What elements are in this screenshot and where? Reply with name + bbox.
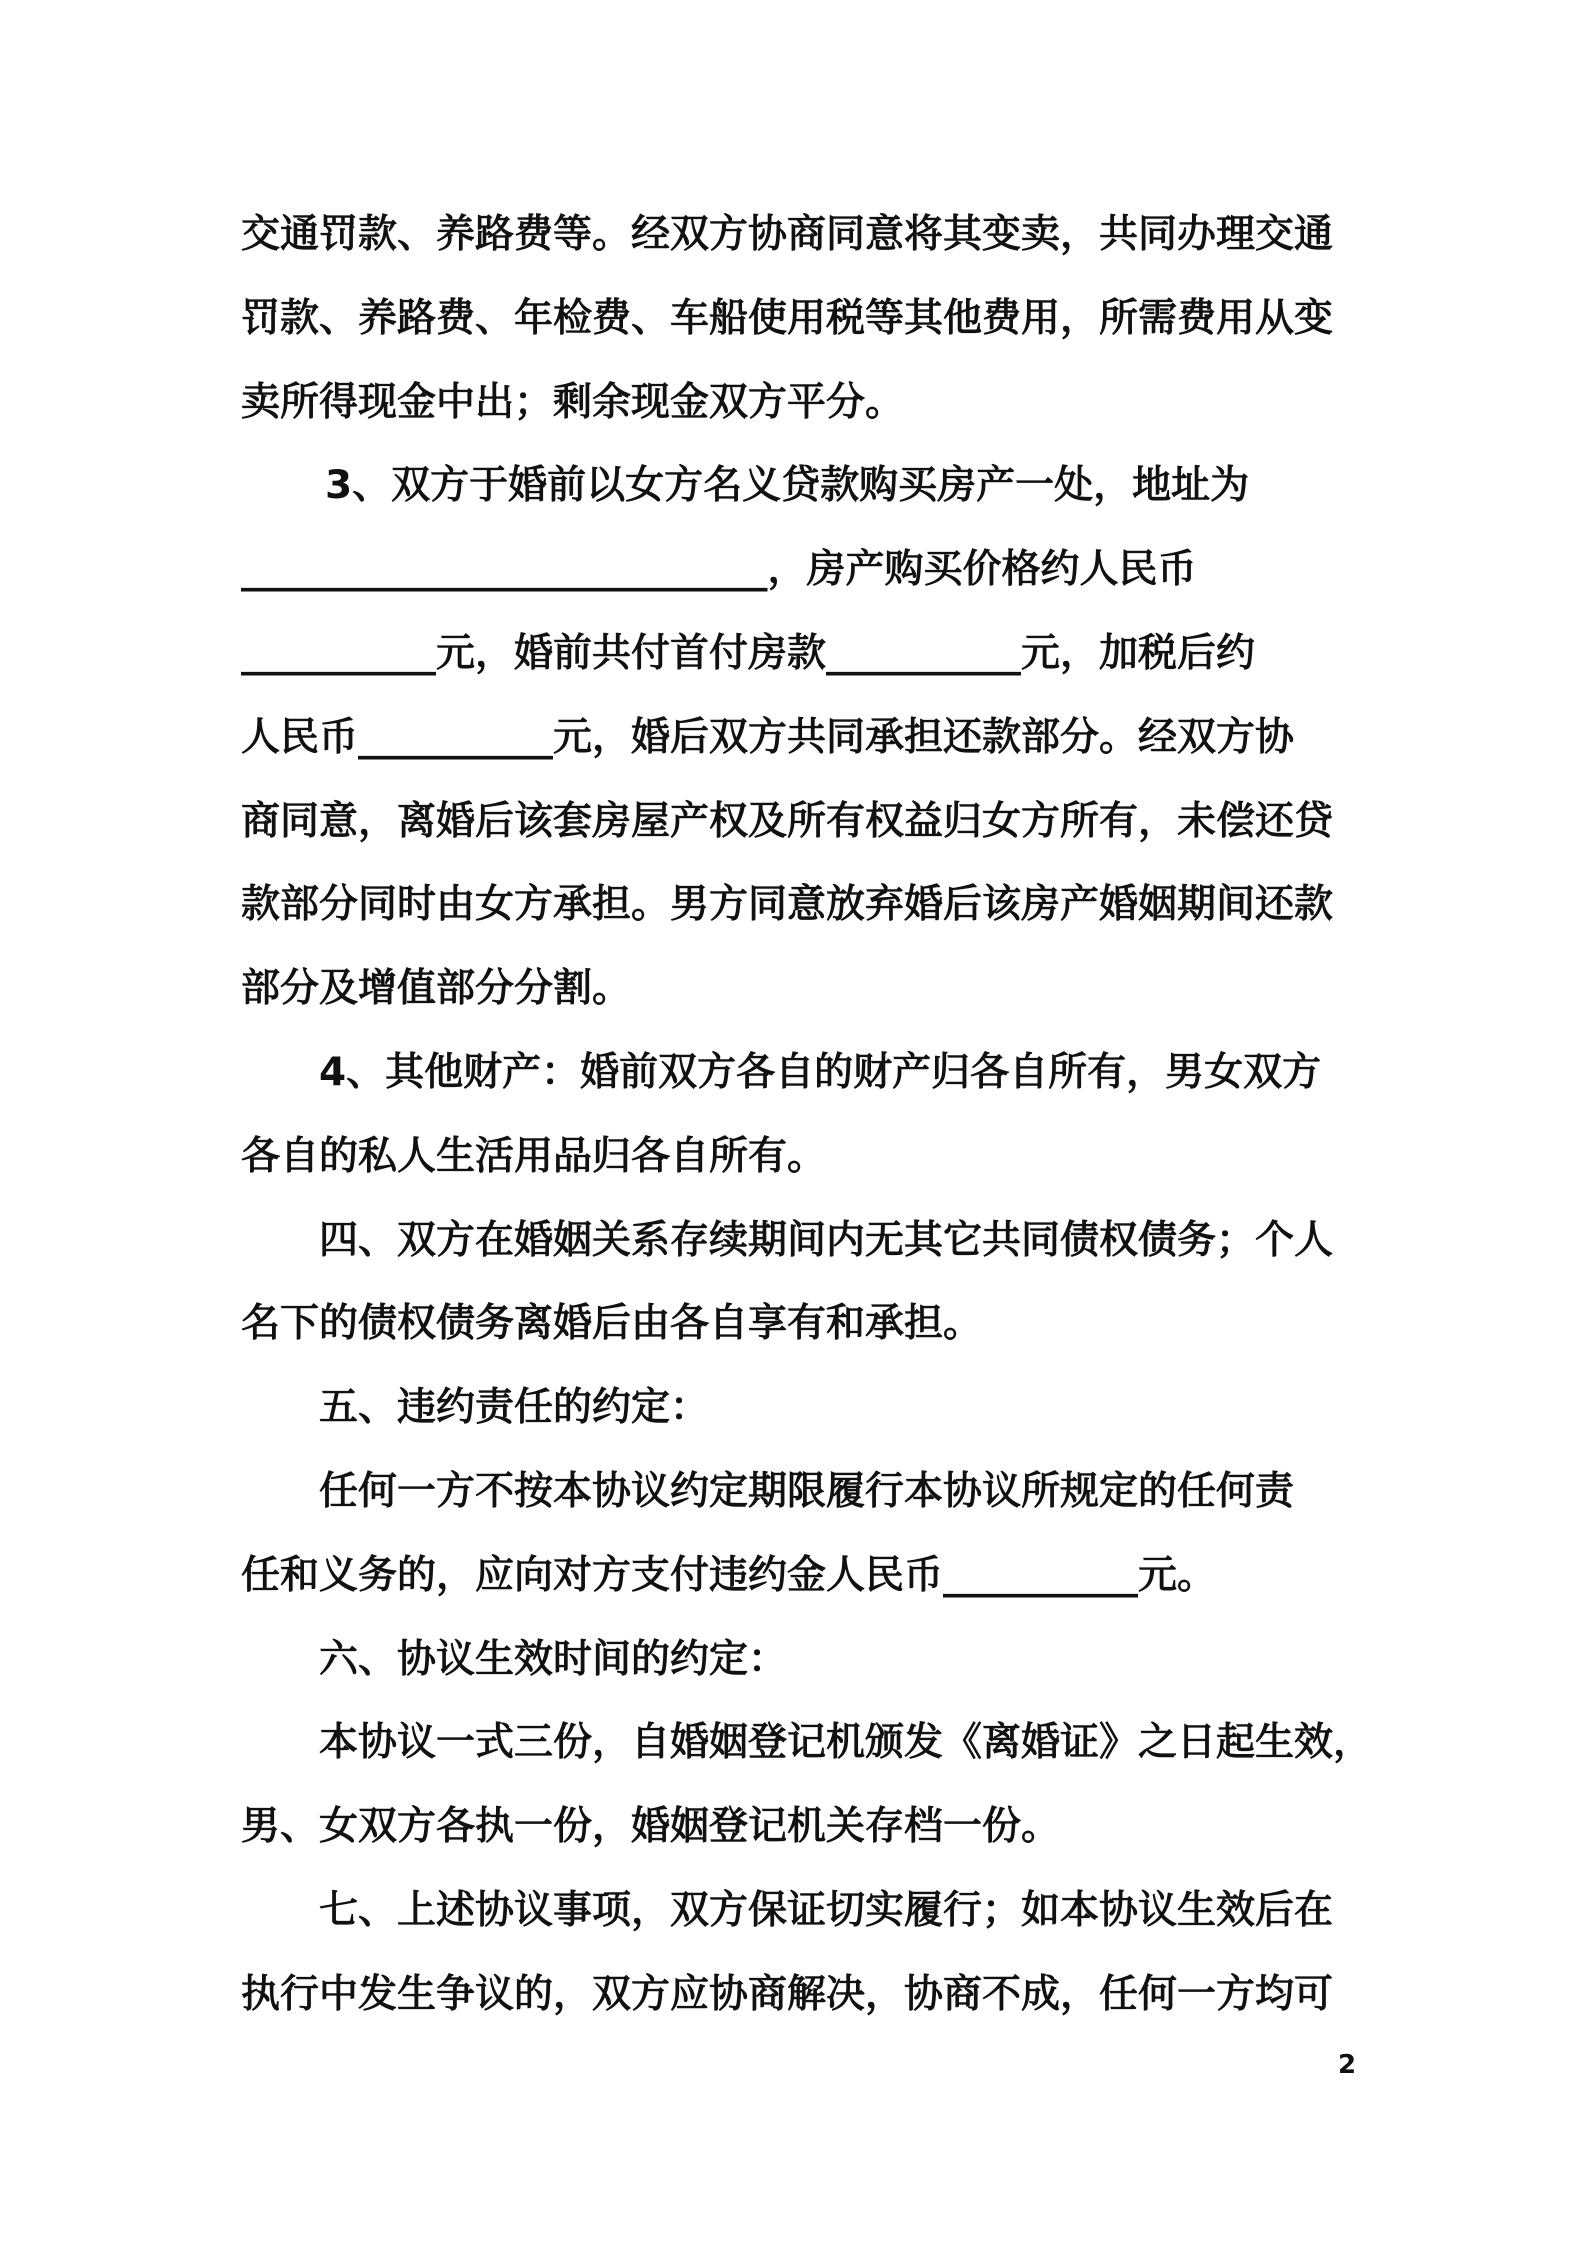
text-line: 交通罚款、养路费等。经双方协商同意将其变卖，共同办理交通 [241,212,1334,257]
text-line: 男、女双方各执一份，婚姻登记机关存档一份。 [241,1804,1061,1850]
text-line: __________元，婚前共付首付房款__________元，加税后约 [241,630,1256,676]
text-line: 4、其他财产：婚前双方各自的财产归各自所有，男女双方 [319,1049,1322,1095]
text-line: 本协议一式三份，自婚姻登记机颁发《离婚证》之日起生效， [319,1720,1373,1766]
document-body [241,193,1373,2037]
section-heading: 六、协议生效时间的约定： [319,1636,788,1682]
text-line: 3、双方于婚前以女方名义贷款购买房产一处，地址为 [325,463,1250,509]
text-line: 人民币__________元，婚后双方共同承担还款部分。经双方协 [241,714,1295,760]
text-line: 卖所得现金中出；剩余现金双方平分。 [241,379,905,425]
text-line: 四、双方在婚姻关系存续期间内无其它共同债权债务；个人 [319,1217,1334,1263]
text-line: 款部分同时由女方承担。男方同意放弃婚后该房产婚姻期间还款 [241,882,1334,928]
text-line: 名下的债权债务离婚后由各自享有和承担。 [241,1301,983,1347]
text-line: 任何一方不按本协议约定期限履行本协议所规定的任何责 [319,1468,1295,1514]
text-line: 执行中发生争议的，双方应协商解决，协商不成，任何一方均可 [241,1971,1334,2017]
text-line: 商同意，离婚后该套房屋产权及所有权益归女方所有，未偿还贷 [241,798,1334,844]
text-line: 任和义务的，应向对方支付违约金人民币__________元。 [241,1552,1217,1598]
text-line: ___________________________，房产购买价格约人民币 [241,547,1197,593]
text-line: 罚款、养路费、年检费、车船使用税等其他费用，所需费用从变 [241,295,1334,341]
text-line: 七、上述协议事项，双方保证切实履行；如本协议生效后在 [319,1887,1334,1933]
text-line: 部分及增值部分分割。 [241,966,632,1012]
text-line: 各自的私人生活用品归各自所有。 [241,1133,827,1179]
section-heading: 五、违约责任的约定： [319,1385,710,1431]
page-number: 2 [1338,2050,1357,2080]
